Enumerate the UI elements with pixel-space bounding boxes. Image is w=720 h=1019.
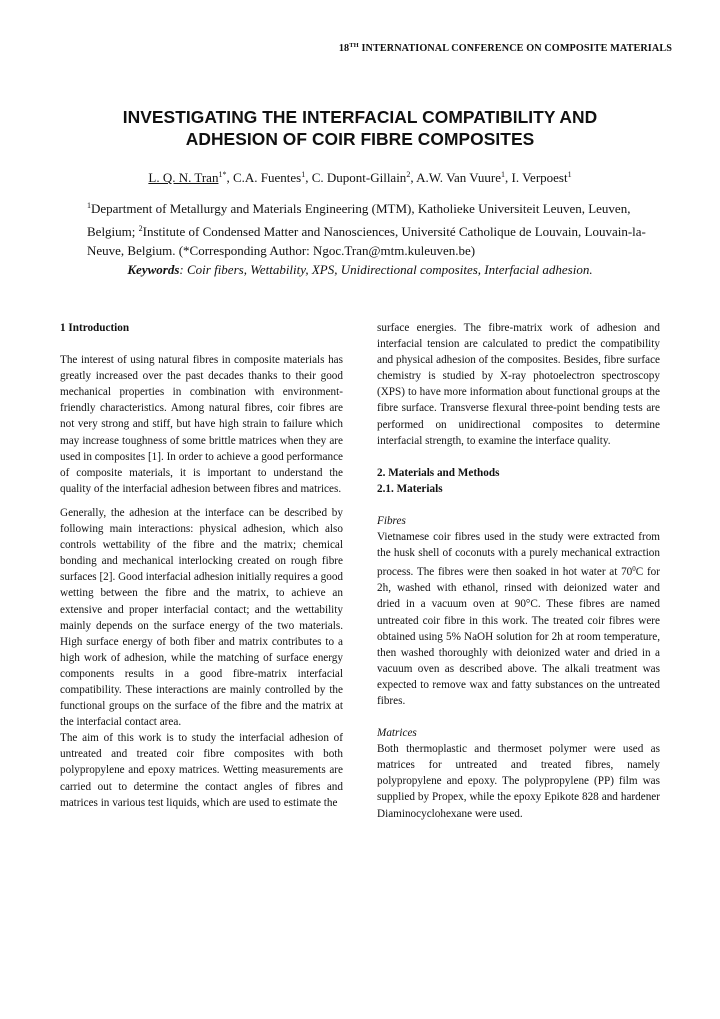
right-column: [377, 320, 660, 822]
author-4: , A.W. Van Vuure: [410, 170, 502, 185]
paper-title: [60, 106, 660, 150]
keywords-label: Keywords: [127, 262, 180, 277]
left-column: [60, 320, 343, 811]
subheading-fibres: Fibres: [377, 514, 406, 527]
paragraph-matrices: Both thermoplastic and thermoset polymer were used as matrices for untreated and treated fibres, namely polypropylene and epoxy. The polypropylene (PP) film was supplied by Propex, while the epoxy Epikote 828 and hardener Diaminocyclohexane were used.: [377, 743, 660, 820]
paragraph: Generally, the adhesion at the interface can be described by following main interactions: physical adhesion, which also controls wettability of the fibre and the matrix; chemical bonding and mechanical interlocking created on rough fibre surfaces [2]. Good interfacial adhesion initially requires a good wetting between the fibre and the matrix, to achieve an extensive and proper interfacial contact; and the wettability mainly depends on the surface energy of the two materials. High surface energy of both fiber and matrix contributes to a high work of adhesion, while the matching of surface energy components results in a good fibre-matrix interfacial compatibility. These interactions are mainly controlled by the functional groups on the surface of the fibre and the matrix at the interfacial contact area.: [60, 506, 344, 729]
affiliations: $^1$Department of Metallurgy and Materials Engineering (MTM), Katholieke Universiteit Leuven, Leuven, Belgium; $^2$Institute of Condensed Matter and Nanosciences, Université Catholique de Louvain, Louvain-la-Neuve, Belgium. (*Corresponding Author: Ngoc.Tran@mtm.kuleuven.be): [87, 201, 646, 258]
subsection-heading-materials: 2.1. Materials: [377, 482, 443, 495]
author-list: L. Q. N. Tran$^{1*}$, C.A. Fuentes$^1$, C. Dupont-Gillain$^2$, A.W. Van Vuure$^1$, I. Verpoest$^1$: [148, 170, 572, 185]
paragraph-fibres: Vietnamese coir fibres used in the study were extracted from the husk shell of coconuts with a purely mechanical extraction process. The fibres were then soaked in hot water at $70^0C$ for 2h, washed with ethanol, rinsed with deionized water and dried in a vacuum oven at 90°C. These fibres are named untreated coir fibre in this work. The treated coir fibres were obtained using 5% NaOH solution for 2h at room temperature, then washed thoroughly with deionized water and dried in a vacuum oven as described above. The alkali treatment was expected to remove wax and fatty substances on the untreated fibres.: [377, 531, 660, 707]
section-heading-introduction: 1 Introduction: [60, 322, 130, 334]
paragraph: The aim of this work is to study the interfacial adhesion of untreated and treated coir fibre composites with both polypropylene and epoxy matrices. Wetting measurements are carried out to determine the contact angles of fibres and matrices in various test liquids, which are used to estimate the: [60, 732, 343, 809]
author-5: , I. Verpoest: [505, 170, 568, 185]
section-heading-materials-methods: 2. Materials and Methods: [377, 466, 500, 479]
keywords: Keywords: Coir fibers, Wettability, XPS, Unidirectional composites, Interfacial adhesion.: [127, 262, 593, 277]
author-2: , C.A. Fuentes: [226, 170, 302, 185]
author-3: , C. Dupont-Gillain: [305, 170, 407, 185]
title-line-2: ADHESION OF COIR FIBRE COMPOSITES: [185, 129, 535, 149]
running-head: 18TH INTERNATIONAL CONFERENCE ON COMPOSITE MATERIALS: [338, 42, 672, 54]
author-1: L. Q. N. Tran: [148, 170, 219, 185]
subheading-matrices: Matrices: [377, 727, 417, 740]
paragraph: The interest of using natural fibres in composite materials has greatly increased over the past decades thanks to their good mechanical properties in combination with environment-friendly characteristics. Among natural fibres, coir fibres are not very strong and stiff, but have high strain to failure which may increase toughness of some brittle matrices when they are used in composites [1]. In order to achieve a good performance of composite materials, it is important to understand the quality of the interfacial adhesion between fibres and matrices.: [60, 354, 344, 495]
paragraph: surface energies. The fibre-matrix work of adhesion and interfacial tension are calculated to predict the compatibility and physical adhesion of the composites. Besides, fibre surface chemistry is studied by X-ray photoelectron spectroscopy (XPS) to have more information about functional groups at the fibre surface. Transverse flexural three-point bending tests are performed on unidirectional composites to determine interfacial strength, to examine the interface quality.: [377, 322, 660, 447]
title-line-1: INVESTIGATING THE INTERFACIAL COMPATIBILITY AND: [122, 107, 598, 127]
keywords-text: Coir fibers, Wettability, XPS, Unidirectional composites, Interfacial adhesion.: [186, 262, 593, 277]
